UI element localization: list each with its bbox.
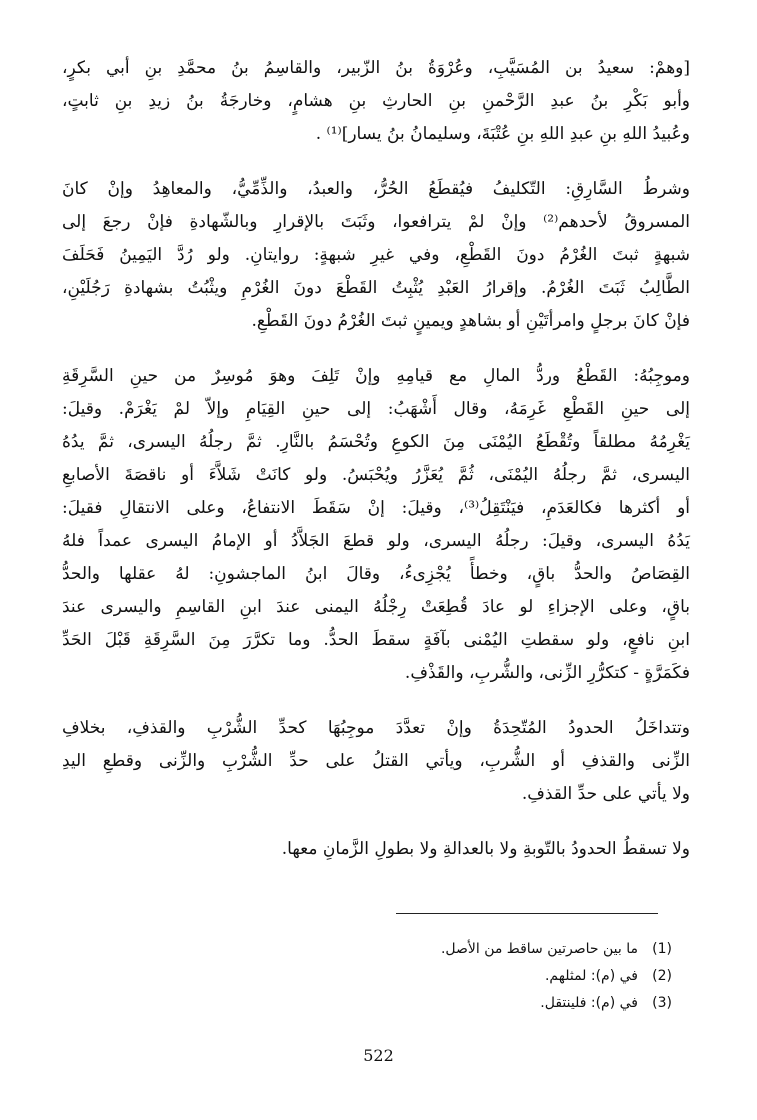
footnote-number: (3)	[652, 995, 672, 1011]
text-line: ولا يأتي على حدِّ القذفِ.	[521, 784, 690, 804]
text-line: الزِّنى والقذفِ أو الشُّربِ، ويأتي القتلُ على حدِّ الشُّرْبِ والزِّنى وقطعِ اليدِ	[62, 751, 690, 771]
text-line: [وهمْ: سعيدُ بن المُسَيَّبِ، وعُرْوَةُ بنُ الزّبير، والقاسِمُ بنُ محمَّدِ بنِ أبي بكرٍ،	[62, 58, 690, 78]
text-line: وتتداخَلُ الحدودُ المُتّحِدَةُ وإنْ تعدَّدَ موجِبُهَا كحدِّ الشُّرْبِ والقذفِ، بخلافِ	[62, 718, 690, 738]
paragraph-thief-conditions	[62, 173, 690, 338]
text-line: فإنْ كانَ برجلٍ وامرأتَيْنِ أو بشاهدٍ ويمينٍ ثبتَ الغُرْمُ دونَ القَطْعِ.	[251, 311, 690, 331]
footnote-number: (1)	[652, 941, 672, 957]
main-text	[62, 52, 690, 888]
footnote-number: (2)	[652, 968, 672, 984]
text-line: الطَّالِبُ ثَبَتَ الغُرْمُ. وإقرارُ العَبْدِ يُثْبِتُ القَطْعَ دونَ الغُرْمِ ويثْبُتُ بشهادةِ رَجُلَيْنِ،	[62, 278, 690, 298]
text-line: وعُبيدُ اللهِ بنِ عبدِ اللهِ بنِ عُتْبَةَ، وسليمانُ بنُ يسار]⁽¹⁾ .	[315, 124, 690, 144]
footnote-item	[280, 936, 672, 963]
text-line: يَدُهُ اليسرى، وقيلَ: رجلُهُ اليسرى، ولو قطعَ الجَلاَّدُ أو الإمامُ اليسرى عمداً فلهُ	[62, 531, 690, 551]
text-line: باقٍ، وعلى الإجزاءِ لو عادَ قُطِعَتْ رِجْلُهُ اليمنى عندَ ابنِ القاسِمِ واليسرى عندَ	[62, 597, 690, 617]
paragraph-scholars	[62, 52, 690, 151]
text-line: يَغْرِمُهُ مطلقاً وتُقْطَعُ اليُمْنَى مِنَ الكوعِ وتُحْسَمُ بالنَّارِ. ثمَّ رجلُهُ اليسرى، ثمَّ يدُهُ	[62, 432, 690, 452]
text-line: القِصَاصُ والحدُّ باقٍ، وخطأً يُجْزِىءُ، وقالَ ابنُ الماجشونِ: لهُ عقلها والحدُّ	[62, 564, 690, 584]
text-line: شبهةٍ ثبتَ الغُرْمُ دونَ القَطْعِ، وفي غيرِ شبهةٍ: روايتانِ. ولو رُدَّ اليَمِينُ فَحَلَفَ	[62, 245, 690, 265]
text-line: المسروقُ لأحدهم⁽²⁾ وإنْ لمْ يترافعوا، وثَبَتَ بالإقرارِ وبالشّهادةِ فإنْ رجعَ إلى	[62, 212, 690, 232]
paragraph-repentance	[62, 833, 690, 866]
text-line: اليسرى، ثمَّ رجلُهُ اليُمْنَى، ثُمَّ يُعَزَّرُ ويُحْبَسُ. ولو كانَتْ شَلاَّءَ أو ناقصَةَ الأصابعِ	[62, 465, 690, 485]
text-line: وشرطُ السَّارِقِ: التّكليفُ فيُقطَعُ الحُرُّ، والعبدُ، والذِّمِّيُّ، والمعاهِدُ وإنْ كانَ	[62, 179, 690, 199]
paragraph-overlap	[62, 712, 690, 811]
footnote-text: ما بين حاصرتين ساقط من الأصل.	[440, 941, 638, 957]
paragraph-punishment	[62, 360, 690, 690]
page-number: 522	[363, 1046, 394, 1065]
footnotes	[280, 936, 672, 1017]
text-line: وموجِبُهُ: القَطْعُ وردُّ المالِ مع قيامِهِ وإنْ تَلِفَ وهوَ مُوسِرٌ من حينِ السَّرِقَةِ	[62, 366, 690, 386]
footnote-text: في (م): فلينتقل.	[540, 995, 638, 1011]
text-line: إلى حينِ القَطْعِ غَرِمَهُ، وقال أَشْهَبُ: إلى حينِ القِيَامِ وإلاّ لمْ يَغْرَمْ. وقيلَ:	[62, 399, 690, 419]
footnote-item	[280, 990, 672, 1017]
text-line: وأبو بَكْرِ بنُ عبدِ الرَّحْمنِ بنِ الحارثِ بنِ هشامٍ، وخارجَةُ بنُ زيدِ بنِ ثابتٍ،	[62, 91, 690, 111]
text-line: فكَمَرَّةٍ - كتكرُّرِ الزِّنى، والشُّربِ، والقَذْفِ.	[404, 663, 690, 683]
footnote-divider	[396, 913, 658, 914]
footnote-text: في (م): لمثلهم.	[544, 968, 638, 984]
footnote-item	[280, 963, 672, 990]
text-line: أو أكثرها فكالعَدَمِ، فيَنْتَقِلُ⁽³⁾، وقيلَ: إنْ سَقَطَ الانتفاعُ، وعلى الانتقالِ فقيلَ:	[62, 498, 690, 518]
text-line: ولا تسقطُ الحدودُ بالتّوبةِ ولا بالعدالةِ ولا بطولِ الزَّمانِ معها.	[281, 839, 690, 859]
text-line: ابنِ نافعٍ، ولو سقطتِ اليُمْنى بآفَةٍ سقطَ الحدُّ. وما تكرَّرَ مِنَ السَّرِقَةِ قَبْلَ الحَدِّ	[62, 630, 690, 650]
